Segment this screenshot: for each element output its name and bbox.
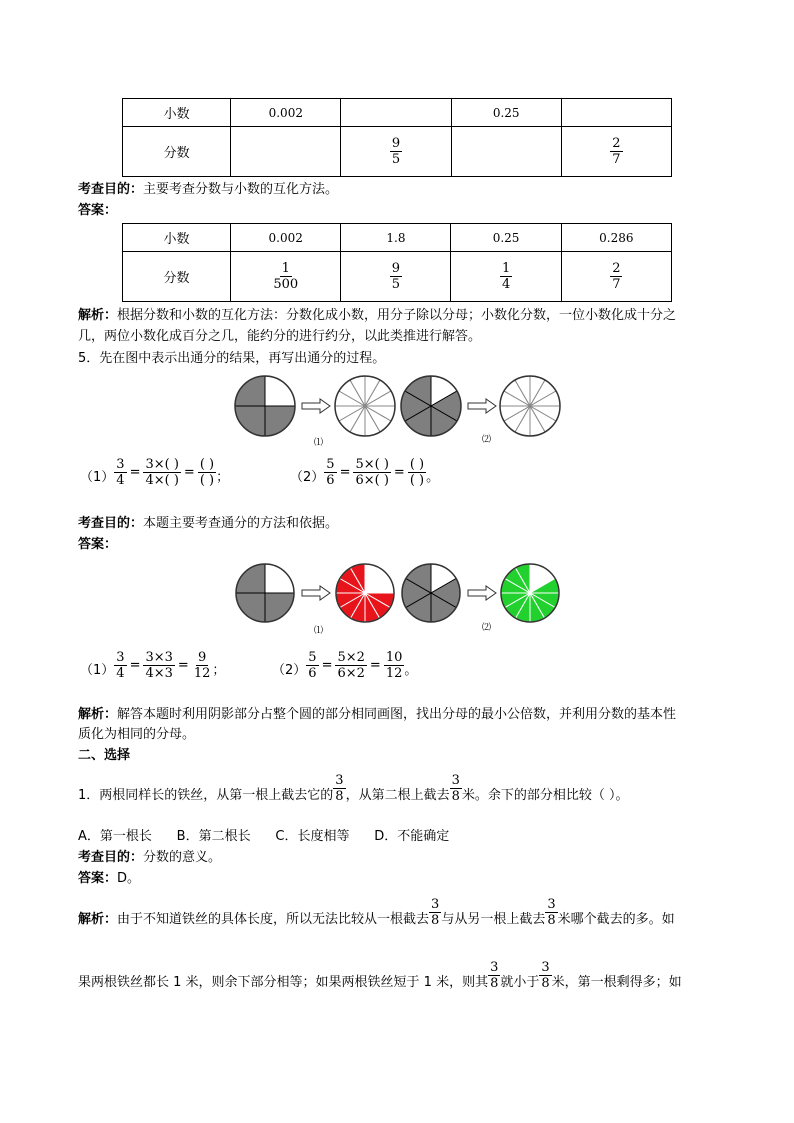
fraction: $\frac{5\times( )}{6\times( )}$ [355,457,389,488]
answer-circles-figure [228,560,568,630]
circle-twelfths-green [501,564,559,622]
denominator: 7 [612,277,621,292]
decimal-cell: 0.25 [451,224,561,252]
right-arrow-icon [302,399,330,413]
q5-equation-1: （1） $\frac{3}{4}$ = $\frac{3\times( )}{4\times( )}$ = ( ) ( ) ； [80,457,230,488]
fraction: $\frac{9}{12}$ [193,650,211,681]
circle-twelfths-empty [500,376,560,436]
q4-purpose: 考查目的：主要考查分数与小数的互化方法。 [78,182,339,197]
numerator: 1 [281,261,290,276]
decimal-cell [561,99,671,127]
row-label-decimal: 小数 [123,224,231,252]
denominator: 7 [612,152,621,167]
arrow-shape [468,399,496,413]
fraction: $\frac{3\times 3}{4\times 3}$ [145,650,173,681]
q4-answer-label: 答案： [78,203,118,218]
caption-1: ⑴ [314,438,324,448]
arrow-shape [302,586,330,600]
fraction: 3 8 [547,897,556,928]
fraction: $\frac{3\times( )}{4\times( )}$ [145,457,179,488]
q5-answer-equation-1: （1） $\frac{3}{4}$ = $\frac{3\times 3}{4\times 3}$ = $\frac{9}{12}$ ； [80,650,226,681]
decimal-cell: 1.8 [341,224,451,252]
numerator: 2 [612,261,621,276]
row-label-fraction: 分数 [123,252,231,302]
fraction: $\frac{5}{6}$ [308,650,317,681]
fraction [390,261,402,292]
fraction-blank[interactable]: ( ) ( ) [409,457,425,488]
numerator: 9 [391,261,401,276]
q5-title: 5．先在图中表示出通分的结果，再写出通分的过程。 [78,351,386,366]
q4-analysis-line2: 几，两位小数化成百分之几，能约分的进行约分，以此类推进行解答。 [78,329,482,344]
s2-options: A．第一根长 B．第二根长 C．长度相等 D．不能确定 [78,829,450,844]
fraction [610,261,622,292]
q5-answer-label: 答案： [78,537,118,552]
right-arrow-icon [302,586,330,600]
fraction-blank[interactable]: ( ) ( ) [199,457,215,488]
decimal-cell: 0.002 [231,99,341,127]
fraction-cell [451,252,561,302]
fraction: $\frac{3}{4}$ [116,650,125,681]
caption-2: ⑵ [482,623,492,633]
denominator: 5 [391,277,401,292]
caption-2: ⑵ [482,435,492,445]
s2-answer: 答案：D。 [78,871,141,886]
fraction: $\frac{5\times 2}{6\times 2}$ [337,650,365,681]
q5-analysis-line1: 解析：解答本题时利用阴影部分占整个圆的部分相同画图，找出分母的最小公倍数，并利用分数的基本性 [78,707,677,722]
s2-question-1: 1．两根同样长的铁丝，从第一根上截去它的 3 8 ，从第二根上截去 3 8 米。余下的部分相比较（ ）。 [78,773,629,804]
arrow-shape [302,399,330,413]
denominator: 5 [391,152,401,167]
numerator: 1 [501,261,511,276]
s2-analysis-line2: 果两根铁丝都长 1 米，则余下部分相等；如果两根铁丝短于 1 米，则其 3 8 就小于 3 8 米，第一根剩得多；如 [78,960,682,991]
caption-1: ⑴ [314,626,324,636]
fraction-cell [451,127,561,177]
fraction-cell [561,127,671,177]
decimal-cell: 0.25 [451,99,561,127]
circle-quarters [235,376,295,436]
fraction: 3 8 [335,773,344,804]
fraction [390,136,402,167]
s2-purpose: 考查目的：分数的意义。 [78,850,222,865]
fraction: 3 8 [431,897,440,928]
fraction-cell [231,127,341,177]
circle-quarters [236,564,294,622]
fraction: $\frac{10}{12}$ [385,650,403,681]
fraction [610,136,622,167]
numerator: 2 [612,136,621,151]
decimal-cell [341,99,451,127]
question-circles-figure [228,372,568,452]
decimal-cell: 0.286 [561,224,671,252]
circle-twelfths-empty [335,376,395,436]
fraction: 3 8 [541,960,550,991]
q5-purpose: 考查目的：本题主要考查通分的方法和依据。 [78,516,339,531]
fraction-cell [341,127,451,177]
fraction-cell [561,252,671,302]
arrow-shape [468,586,496,600]
answer-table [122,223,672,302]
denominator: 500 [273,277,299,292]
q5-analysis-line2: 质化为相同的分母。 [78,727,196,742]
circle-twelfths-red [336,564,394,622]
decimal-cell: 0.002 [231,224,341,252]
right-arrow-icon [468,399,496,413]
q4-analysis-line1: 解析：根据分数和小数的互化方法：分数化成小数，用分子除以分母；小数化分数，一位小数化成十分之 [78,308,677,323]
row-label-decimal: 小数 [123,99,231,127]
s2-analysis-line1: 解析： 由于不知道铁丝的具体长度，所以无法比较从一根截去 3 8 与从另一根上截去 3 8 米哪个截去的多。如 [78,897,675,928]
circle-sixths [401,376,461,436]
row-label-fraction: 分数 [123,127,231,177]
fraction [500,261,512,292]
question-table [122,98,672,177]
right-arrow-icon [468,586,496,600]
fraction [271,261,300,292]
q5-equation-2: （2） $\frac{5}{6}$ = $\frac{5\times( )}{6\times( )}$ = ( ) ( ) 。 [290,457,440,488]
fraction-cell [341,252,451,302]
fraction: $\frac{5}{6}$ [326,457,335,488]
section-heading: 二、选择 [78,748,131,763]
fraction: 3 8 [451,773,460,804]
numerator: 9 [391,136,401,151]
denominator: 4 [501,277,511,292]
fraction: $\frac{3}{4}$ [116,457,125,488]
fraction: 3 8 [490,960,499,991]
fraction-cell [231,252,341,302]
q5-answer-equation-2: （2） $\frac{5}{6}$ = $\frac{5\times 2}{6\times 2}$ = $\frac{10}{12}$ 。 [272,650,418,681]
circle-sixths [402,564,460,622]
